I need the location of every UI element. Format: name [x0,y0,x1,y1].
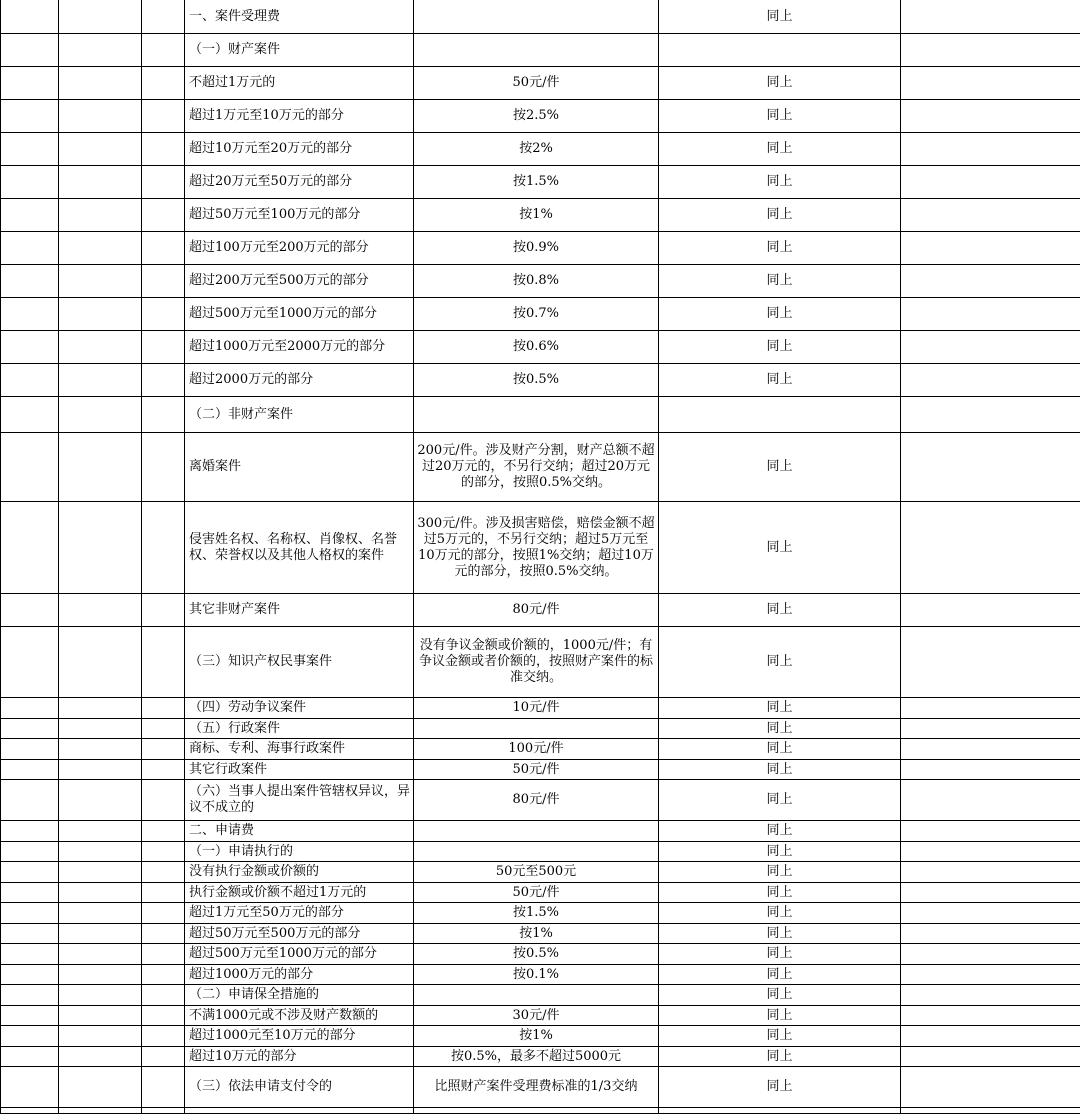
blank-cell [59,862,142,883]
blank-cell [1,1047,59,1067]
blank-cell [59,739,142,760]
fee-standard-cell [414,719,659,739]
reference-cell: 同上 [659,780,901,821]
fee-standard-cell [414,34,659,67]
blank-cell [1,944,59,965]
blank-cell [59,166,142,199]
table-row [1,397,1080,433]
fee-standard-cell [414,821,659,842]
reference-cell: 同上 [659,433,901,502]
blank-cell [142,821,185,842]
reference-cell [659,1108,901,1114]
blank-cell [1,100,59,133]
blank-cell [142,985,185,1006]
fee-item-cell: 超过200万元至500万元的部分 [185,265,414,298]
fee-item-cell: 一、案件受理费 [185,0,414,34]
reference-cell: 同上 [659,842,901,862]
fee-standard-cell: 按0.1% [414,965,659,985]
reference-cell: 同上 [659,166,901,199]
fee-item-cell: 超过1万元至10万元的部分 [185,100,414,133]
blank-cell [1,842,59,862]
reference-cell: 同上 [659,265,901,298]
blank-cell [1,965,59,985]
blank-cell [59,133,142,166]
reference-cell: 同上 [659,364,901,397]
blank-cell [59,100,142,133]
fee-standard-cell: 按0.5%，最多不超过5000元 [414,1047,659,1067]
blank-cell [142,34,185,67]
blank-cell [142,883,185,903]
fee-standard-cell: 按1% [414,924,659,944]
fee-item-cell: 侵害姓名权、名称权、肖像权、名誉权、荣誉权以及其他人格权的案件 [185,502,414,594]
reference-cell: 同上 [659,594,901,627]
reference-cell: 同上 [659,67,901,100]
blank-cell [1,0,59,34]
blank-cell [1,739,59,760]
fee-standard-cell: 50元/件 [414,883,659,903]
blank-cell [1,924,59,944]
fee-item-cell: 超过1万元至50万元的部分 [185,903,414,924]
blank-cell [901,298,1080,331]
blank-cell [59,821,142,842]
table-row [1,1026,1080,1047]
fee-standard-cell: 50元至500元 [414,862,659,883]
blank-cell [901,133,1080,166]
fee-standard-cell [414,1108,659,1114]
table-row [1,985,1080,1006]
fee-standard-cell: 200元/件。涉及财产分割，财产总额不超过20万元的，不另行交纳；超过20万元的部分，按照0.5%交纳。 [414,433,659,502]
blank-cell [142,594,185,627]
blank-cell [1,265,59,298]
blank-cell [142,199,185,232]
reference-cell: 同上 [659,985,901,1006]
blank-cell [1,594,59,627]
blank-cell [142,698,185,719]
blank-cell [142,265,185,298]
blank-cell [901,944,1080,965]
reference-cell [659,34,901,67]
reference-cell: 同上 [659,944,901,965]
reference-cell: 同上 [659,924,901,944]
blank-cell [901,821,1080,842]
blank-cell [901,0,1080,34]
fee-item-cell: 超过20万元至50万元的部分 [185,166,414,199]
table-row [1,502,1080,594]
blank-cell [59,1067,142,1108]
blank-cell [1,1108,59,1114]
blank-cell [901,1026,1080,1047]
blank-cell [59,433,142,502]
fee-standard-cell: 按0.5% [414,944,659,965]
reference-cell: 同上 [659,133,901,166]
blank-cell [142,67,185,100]
blank-cell [142,719,185,739]
blank-cell [1,433,59,502]
blank-cell [1,780,59,821]
fee-item-cell: 超过1000万元的部分 [185,965,414,985]
blank-cell [59,924,142,944]
blank-cell [1,627,59,698]
table-row [1,719,1080,739]
table-row [1,862,1080,883]
blank-cell [142,298,185,331]
blank-cell [142,760,185,780]
blank-cell [901,1108,1080,1114]
reference-cell: 同上 [659,760,901,780]
blank-cell [1,331,59,364]
table-row [1,67,1080,100]
fee-standard-cell: 300元/件。涉及损害赔偿，赔偿金额不超过5万元的，不另行交纳；超过5万元至10万元的部分，按照1%交纳；超过10万元的部分，按照0.5%交纳。 [414,502,659,594]
blank-cell [901,883,1080,903]
fee-item-cell: 超过50万元至100万元的部分 [185,199,414,232]
fee-item-cell: （二）申请保全措施的 [185,985,414,1006]
fee-standard-cell [414,842,659,862]
fee-item-cell: 不超过1万元的 [185,67,414,100]
reference-cell [659,397,901,433]
fee-item-cell: （一）财产案件 [185,34,414,67]
table-row [1,364,1080,397]
fee-standard-cell: 比照财产案件受理费标准的1/3交纳 [414,1067,659,1108]
blank-cell [901,67,1080,100]
blank-cell [901,34,1080,67]
blank-cell [901,842,1080,862]
blank-cell [142,862,185,883]
fee-standard-cell: 80元/件 [414,594,659,627]
blank-cell [901,364,1080,397]
blank-cell [1,883,59,903]
fee-item-cell: （六）当事人提出案件管辖权异议，异议不成立的 [185,780,414,821]
blank-cell [901,433,1080,502]
blank-cell [1,760,59,780]
fee-standard-cell: 按0.7% [414,298,659,331]
fee-standard-cell: 按2.5% [414,100,659,133]
blank-cell [901,924,1080,944]
blank-cell [59,944,142,965]
blank-cell [901,985,1080,1006]
fee-item-cell: （五）行政案件 [185,719,414,739]
fee-item-cell: 超过500万元至1000万元的部分 [185,944,414,965]
blank-cell [59,627,142,698]
blank-cell [142,924,185,944]
blank-cell [901,397,1080,433]
fee-standard-cell: 按2% [414,133,659,166]
fee-standard-cell: 100元/件 [414,739,659,760]
blank-cell [59,719,142,739]
fee-item-cell: （三）依法申请支付令的 [185,1067,414,1108]
fee-item-cell: （一）申请执行的 [185,842,414,862]
table-row [1,433,1080,502]
fee-item-cell: 超过1000万元至2000万元的部分 [185,331,414,364]
blank-cell [1,298,59,331]
fee-item-cell: 超过2000万元的部分 [185,364,414,397]
reference-cell: 同上 [659,0,901,34]
blank-cell [1,133,59,166]
fee-item-cell: 超过50万元至500万元的部分 [185,924,414,944]
table-row [1,821,1080,842]
blank-cell [142,903,185,924]
blank-cell [59,397,142,433]
blank-cell [901,502,1080,594]
blank-cell [142,842,185,862]
reference-cell: 同上 [659,331,901,364]
table-row [1,780,1080,821]
blank-cell [142,397,185,433]
blank-cell [1,821,59,842]
blank-cell [142,1026,185,1047]
blank-cell [59,985,142,1006]
blank-cell [1,698,59,719]
fee-standard-cell [414,985,659,1006]
table-row [1,1006,1080,1026]
reference-cell: 同上 [659,739,901,760]
fee-item-cell: 商标、专利、海事行政案件 [185,739,414,760]
blank-cell [142,944,185,965]
blank-cell [1,903,59,924]
reference-cell: 同上 [659,627,901,698]
reference-cell: 同上 [659,298,901,331]
table-row [1,883,1080,903]
blank-cell [142,780,185,821]
blank-cell [59,331,142,364]
table-row [1,298,1080,331]
blank-cell [901,965,1080,985]
fee-standard-cell: 按1% [414,199,659,232]
blank-cell [59,1006,142,1026]
blank-cell [901,594,1080,627]
blank-cell [1,1026,59,1047]
table-row [1,944,1080,965]
table-row [1,627,1080,698]
table-row [1,903,1080,924]
blank-cell [142,965,185,985]
blank-cell [142,232,185,265]
blank-cell [1,232,59,265]
blank-cell [901,698,1080,719]
fee-item-cell: 其它非财产案件 [185,594,414,627]
blank-cell [1,364,59,397]
blank-cell [1,166,59,199]
blank-cell [1,397,59,433]
table-row [1,199,1080,232]
table-row [1,739,1080,760]
fee-item-cell: （二）非财产案件 [185,397,414,433]
fee-item-cell: 二、申请费 [185,821,414,842]
blank-cell [901,739,1080,760]
table-row [1,265,1080,298]
reference-cell: 同上 [659,1047,901,1067]
fee-standard-cell: 按0.9% [414,232,659,265]
blank-cell [901,862,1080,883]
blank-cell [142,433,185,502]
blank-cell [142,1067,185,1108]
blank-cell [59,903,142,924]
blank-cell [59,760,142,780]
fee-item-cell: 其它行政案件 [185,760,414,780]
blank-cell [142,133,185,166]
blank-cell [59,842,142,862]
table-row [1,166,1080,199]
blank-cell [142,331,185,364]
fee-standard-cell [414,397,659,433]
blank-cell [901,232,1080,265]
reference-cell: 同上 [659,862,901,883]
reference-cell: 同上 [659,100,901,133]
table-row [1,1108,1080,1114]
blank-cell [59,232,142,265]
fee-item-cell: 离婚案件 [185,433,414,502]
blank-cell [901,265,1080,298]
blank-cell [1,1067,59,1108]
blank-cell [142,1006,185,1026]
reference-cell: 同上 [659,821,901,842]
blank-cell [901,627,1080,698]
fee-standard-cell: 按1.5% [414,903,659,924]
table-row [1,100,1080,133]
blank-cell [901,760,1080,780]
blank-cell [142,100,185,133]
blank-cell [59,780,142,821]
blank-cell [1,985,59,1006]
fee-item-cell: （四）劳动争议案件 [185,698,414,719]
table-row [1,698,1080,719]
reference-cell: 同上 [659,719,901,739]
fee-item-cell: 超过500万元至1000万元的部分 [185,298,414,331]
blank-cell [59,502,142,594]
blank-cell [1,34,59,67]
reference-cell: 同上 [659,903,901,924]
blank-cell [59,199,142,232]
blank-cell [901,199,1080,232]
fee-item-cell: 超过10万元的部分 [185,1047,414,1067]
fee-standard-cell: 10元/件 [414,698,659,719]
fee-standard-cell: 没有争议金额或价额的，1000元/件；有争议金额或者价额的，按照财产案件的标准交纳。 [414,627,659,698]
fee-item-cell: 超过1000元至10万元的部分 [185,1026,414,1047]
reference-cell: 同上 [659,199,901,232]
blank-cell [59,965,142,985]
blank-cell [59,364,142,397]
blank-cell [1,862,59,883]
blank-cell [59,1108,142,1114]
table-row [1,760,1080,780]
blank-cell [59,1047,142,1067]
blank-cell [1,199,59,232]
blank-cell [901,1006,1080,1026]
fee-item-cell: 没有执行金额或价额的 [185,862,414,883]
table-row [1,331,1080,364]
blank-cell [59,883,142,903]
reference-cell: 同上 [659,965,901,985]
blank-cell [142,627,185,698]
blank-cell [142,1108,185,1114]
fee-standard-cell: 按1.5% [414,166,659,199]
fee-standard-cell [414,0,659,34]
blank-cell [901,719,1080,739]
blank-cell [142,739,185,760]
blank-cell [1,1006,59,1026]
reference-cell: 同上 [659,232,901,265]
blank-cell [901,331,1080,364]
reference-cell: 同上 [659,883,901,903]
blank-cell [142,0,185,34]
fee-standard-cell: 50元/件 [414,67,659,100]
fee-item-cell: （三）知识产权民事案件 [185,627,414,698]
reference-cell: 同上 [659,1026,901,1047]
fee-standard-cell: 80元/件 [414,780,659,821]
fee-standard-cell: 按0.6% [414,331,659,364]
table-row [1,133,1080,166]
reference-cell: 同上 [659,698,901,719]
fee-item-cell: 超过10万元至20万元的部分 [185,133,414,166]
blank-cell [901,1067,1080,1108]
blank-cell [142,1047,185,1067]
blank-cell [1,502,59,594]
blank-cell [901,780,1080,821]
blank-cell [59,265,142,298]
blank-cell [59,594,142,627]
blank-cell [59,1026,142,1047]
fee-standard-cell: 50元/件 [414,760,659,780]
reference-cell: 同上 [659,502,901,594]
blank-cell [59,34,142,67]
table-row [1,1067,1080,1108]
blank-cell [901,166,1080,199]
table-row [1,594,1080,627]
table-row [1,0,1080,34]
blank-cell [901,100,1080,133]
blank-cell [59,298,142,331]
blank-cell [1,67,59,100]
blank-cell [142,166,185,199]
reference-cell: 同上 [659,1006,901,1026]
blank-cell [142,502,185,594]
fee-item-cell [185,1108,414,1114]
blank-cell [142,364,185,397]
blank-cell [59,67,142,100]
table-row [1,965,1080,985]
fee-standard-cell: 按0.5% [414,364,659,397]
blank-cell [1,719,59,739]
fee-item-cell: 执行金额或价额不超过1万元的 [185,883,414,903]
table-row [1,232,1080,265]
blank-cell [59,0,142,34]
blank-cell [901,903,1080,924]
fee-standard-cell: 按1% [414,1026,659,1047]
fee-schedule-body [1,0,1080,1114]
blank-cell [59,698,142,719]
reference-cell: 同上 [659,1067,901,1108]
blank-cell [901,1047,1080,1067]
table-row [1,842,1080,862]
table-row [1,1047,1080,1067]
fee-standard-cell: 按0.8% [414,265,659,298]
table-row [1,924,1080,944]
fee-item-cell: 超过100万元至200万元的部分 [185,232,414,265]
table-row [1,34,1080,67]
fee-item-cell: 不满1000元或不涉及财产数额的 [185,1006,414,1026]
fee-standard-cell: 30元/件 [414,1006,659,1026]
